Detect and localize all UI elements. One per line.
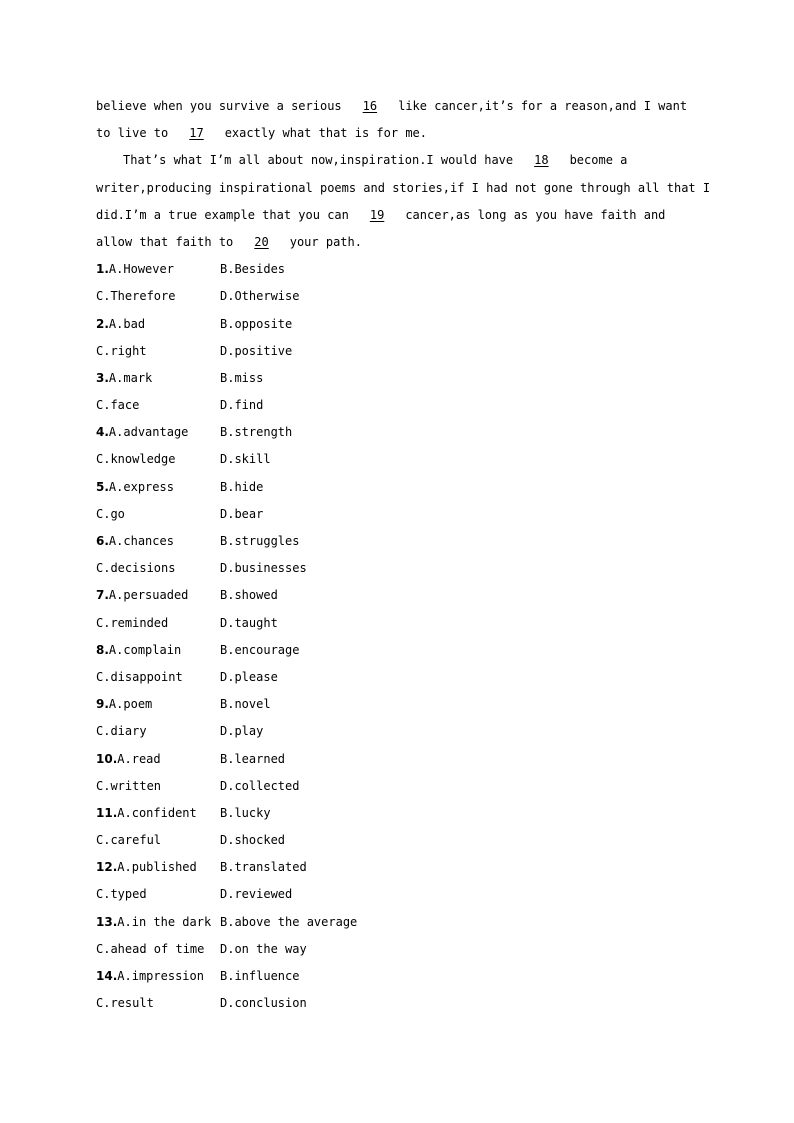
option-c: C.reminded xyxy=(96,615,169,630)
passage-line-5 xyxy=(96,202,706,229)
option-c: C.right xyxy=(96,343,147,358)
option-a xyxy=(96,474,220,501)
option-a xyxy=(96,746,220,773)
option-b: B.Besides xyxy=(220,262,286,277)
blank-16: 16 xyxy=(362,99,378,113)
question-2-row-ab xyxy=(96,311,706,338)
question-13-row-ab xyxy=(96,909,706,936)
option-a-text: A.chances xyxy=(108,534,174,548)
option-a xyxy=(96,854,220,881)
option-d: D.find xyxy=(220,398,264,413)
question-number: 8. xyxy=(96,642,109,657)
question-3-row-cd xyxy=(96,392,706,419)
option-b: B.learned xyxy=(220,751,286,766)
question-14-row-ab xyxy=(96,963,706,990)
text-segment: to live to xyxy=(96,126,176,141)
question-8-row-ab xyxy=(96,637,706,664)
option-c: C.written xyxy=(96,778,162,793)
option-a xyxy=(96,691,220,718)
option-d: D.taught xyxy=(220,615,278,630)
option-d: D.bear xyxy=(220,506,264,521)
option-d: D.positive xyxy=(220,343,293,358)
option-a-text: A.poem xyxy=(108,697,153,712)
question-2-row-cd xyxy=(96,338,706,365)
question-number: 11. xyxy=(96,805,118,820)
option-a-text: A.published xyxy=(117,860,197,875)
option-b: B.hide xyxy=(220,479,264,494)
question-6-row-cd xyxy=(96,555,706,582)
question-number: 5. xyxy=(96,479,109,494)
question-number: 1. xyxy=(96,262,109,277)
option-b: B.strength xyxy=(220,425,293,440)
option-d: D.play xyxy=(220,724,264,739)
blank-17: 17 xyxy=(189,126,204,141)
option-d: D.businesses xyxy=(220,561,307,576)
question-8-row-cd xyxy=(96,664,706,691)
question-number: 12. xyxy=(96,860,118,875)
option-a xyxy=(96,909,220,936)
option-d: D.Otherwise xyxy=(220,289,300,304)
option-d: D.skill xyxy=(220,452,271,467)
document-page xyxy=(96,93,711,1017)
option-a xyxy=(96,963,220,990)
option-a-text: A.persuaded xyxy=(108,588,189,603)
passage-line-6 xyxy=(96,229,706,256)
option-a-text: A.in the dark xyxy=(117,914,212,929)
option-d: D.reviewed xyxy=(220,887,293,902)
question-number: 13. xyxy=(96,914,118,929)
question-5-row-cd xyxy=(96,501,706,528)
text-segment: exactly what that is for me. xyxy=(217,126,427,141)
question-number: 10. xyxy=(96,751,118,766)
question-11-row-ab xyxy=(96,800,706,827)
text-segment: cancer,as long as you have faith and xyxy=(398,207,666,222)
option-a-text: A.impression xyxy=(117,969,204,983)
option-b: B.miss xyxy=(220,370,264,385)
option-a-text: A.mark xyxy=(108,370,153,385)
option-c: C.disappoint xyxy=(96,669,183,684)
passage-line-2 xyxy=(96,120,706,147)
option-c: C.ahead of time xyxy=(96,941,205,956)
question-5-row-ab xyxy=(96,474,706,501)
question-9-row-ab xyxy=(96,691,706,718)
option-c: C.face xyxy=(96,398,140,413)
question-number: 4. xyxy=(96,425,109,440)
option-c: C.decisions xyxy=(96,561,176,576)
question-number: 3. xyxy=(96,370,109,385)
option-a-text: A.confident xyxy=(117,805,197,820)
option-a-text: A.complain xyxy=(108,642,182,657)
option-b: B.above the average xyxy=(220,914,358,929)
option-c: C.go xyxy=(96,506,125,521)
question-number: 2. xyxy=(96,316,109,331)
option-c: C.knowledge xyxy=(96,452,176,467)
option-b: B.translated xyxy=(220,860,307,875)
question-number: 9. xyxy=(96,697,109,712)
option-a-text: A.advantage xyxy=(108,425,189,440)
question-4-row-cd xyxy=(96,446,706,473)
question-6-row-ab xyxy=(96,528,706,555)
option-a xyxy=(96,582,220,609)
option-a xyxy=(96,256,220,283)
question-7-row-ab xyxy=(96,582,706,609)
question-12-row-ab xyxy=(96,854,706,881)
question-10-row-cd xyxy=(96,773,706,800)
question-3-row-ab xyxy=(96,365,706,392)
option-a xyxy=(96,365,220,392)
option-d: D.collected xyxy=(220,778,300,793)
question-14-row-cd xyxy=(96,990,706,1017)
question-list xyxy=(96,256,706,1017)
option-a xyxy=(96,419,220,446)
text-segment: your path. xyxy=(282,234,362,249)
passage-line-4: writer,producing inspirational poems and stories,if I had not gone through all that I xyxy=(96,180,711,195)
text-segment: believe when you survive a serious xyxy=(96,99,349,113)
option-c: C.Therefore xyxy=(96,289,176,304)
passage-line-1 xyxy=(96,93,706,120)
option-b: B.showed xyxy=(220,588,278,603)
option-a-text: A.express xyxy=(108,479,174,494)
question-7-row-cd xyxy=(96,610,706,637)
question-4-row-ab xyxy=(96,419,706,446)
option-c: C.diary xyxy=(96,724,147,739)
option-a xyxy=(96,528,220,555)
option-a xyxy=(96,800,220,827)
option-b: B.encourage xyxy=(220,642,300,657)
option-c: C.typed xyxy=(96,887,147,902)
question-1-row-cd xyxy=(96,283,706,310)
question-11-row-cd xyxy=(96,827,706,854)
option-b: B.influence xyxy=(220,969,300,983)
question-13-row-cd xyxy=(96,936,706,963)
question-number: 6. xyxy=(96,534,109,548)
option-b: B.lucky xyxy=(220,805,271,820)
passage-line-3 xyxy=(96,147,706,174)
option-a xyxy=(96,637,220,664)
question-9-row-cd xyxy=(96,718,706,745)
blank-18: 18 xyxy=(534,153,549,168)
question-number: 7. xyxy=(96,588,109,603)
option-a-text: A.However xyxy=(108,262,174,277)
text-segment: become a xyxy=(562,153,628,168)
blank-20: 20 xyxy=(254,234,269,249)
question-10-row-ab xyxy=(96,746,706,773)
text-segment: did.I’m a true example that you can xyxy=(96,207,357,222)
question-number: 14. xyxy=(96,969,118,983)
option-d: D.on the way xyxy=(220,941,307,956)
option-d: D.please xyxy=(220,669,278,684)
option-b: B.opposite xyxy=(220,316,293,331)
option-a-text: A.bad xyxy=(108,316,146,331)
option-a xyxy=(96,311,220,338)
option-c: C.careful xyxy=(96,833,162,848)
option-b: B.struggles xyxy=(220,534,300,548)
text-segment: That’s what I’m all about now,inspiration.I would have xyxy=(123,153,521,168)
text-segment: like cancer,it’s for a reason,and I want xyxy=(390,99,688,113)
question-1-row-ab xyxy=(96,256,706,283)
option-b: B.novel xyxy=(220,697,271,712)
option-d: D.conclusion xyxy=(220,996,307,1011)
blank-19: 19 xyxy=(369,207,385,222)
option-a-text: A.read xyxy=(117,751,161,766)
option-d: D.shocked xyxy=(220,833,286,848)
option-c: C.result xyxy=(96,996,154,1011)
text-segment: allow that faith to xyxy=(96,234,241,249)
question-12-row-cd xyxy=(96,881,706,908)
